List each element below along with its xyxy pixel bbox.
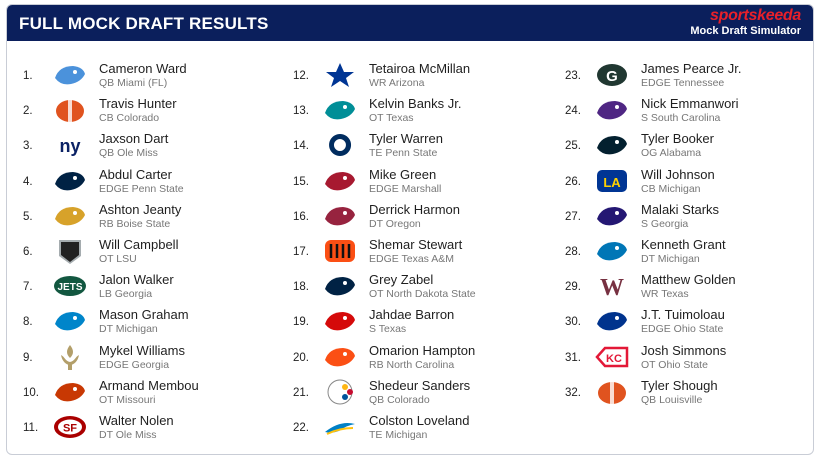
player-name: Shedeur Sanders (369, 377, 471, 393)
pick-number: 13. (293, 105, 309, 118)
pick-row (23, 304, 273, 339)
patriots-logo-icon (51, 166, 89, 196)
pick-number: 10. (23, 386, 39, 399)
pick-row (565, 58, 814, 93)
pick-number: 17. (293, 245, 309, 258)
cardinals-logo-icon (321, 201, 359, 231)
pick-number: 6. (23, 245, 33, 258)
pick-row (293, 128, 543, 163)
pick-row (23, 164, 273, 199)
pick-row (293, 234, 543, 269)
picks-column-3 (565, 58, 814, 410)
pick-number: 24. (565, 105, 581, 118)
giants-logo-icon (51, 130, 89, 160)
pick-row (293, 375, 543, 410)
chargers-logo-icon (321, 412, 359, 442)
draft-results-panel (6, 4, 814, 455)
player-position-school: QB Louisville (641, 393, 703, 406)
broncos-logo-icon (321, 342, 359, 372)
svg-text:SF: SF (62, 422, 78, 435)
player-name: Nick Emmanwori (641, 96, 739, 112)
pick-number: 4. (23, 175, 33, 188)
pick-row (23, 199, 273, 234)
pick-number: 11. (23, 421, 39, 434)
player-position-school: OT Ohio State (641, 358, 708, 371)
bears-logo-icon (51, 377, 89, 407)
pick-row (565, 93, 814, 128)
panthers-logo-icon (51, 306, 89, 336)
pick-row (565, 234, 814, 269)
pick-number: 32. (565, 386, 581, 399)
player-name: Cameron Ward (99, 61, 187, 76)
player-position-school: OT LSU (99, 252, 137, 265)
player-name: Armand Membou (99, 377, 199, 393)
browns-logo-icon (593, 377, 631, 407)
bills-logo-icon (593, 306, 631, 336)
player-name: Mykel Williams (99, 342, 185, 358)
player-position-school: DT Michigan (641, 252, 700, 265)
player-position-school: TE Michigan (369, 428, 428, 441)
player-position-school: EDGE Georgia (99, 358, 170, 371)
player-name: James Pearce Jr. (641, 61, 742, 76)
pick-row (293, 269, 543, 304)
pick-row (565, 304, 814, 339)
player-position-school: QB Ole Miss (99, 147, 158, 160)
pick-row (23, 375, 273, 410)
picks-column-1 (23, 58, 273, 445)
pick-row (23, 410, 273, 445)
player-name: Kelvin Banks Jr. (369, 96, 462, 112)
player-name: Travis Hunter (99, 96, 177, 112)
player-name: Abdul Carter (99, 166, 172, 182)
pick-row (293, 304, 543, 339)
picks-column-2 (293, 58, 543, 445)
player-name: Josh Simmons (641, 342, 727, 358)
player-name: Shemar Stewart (369, 236, 463, 252)
header-bar (7, 5, 813, 41)
player-name: Tyler Shough (641, 377, 718, 393)
player-name: J.T. Tuimoloau (641, 307, 725, 323)
player-position-school: S Georgia (641, 217, 689, 230)
player-position-school: OT Missouri (99, 393, 156, 406)
player-position-school: OT North Dakota State (369, 288, 476, 301)
pick-number: 20. (293, 351, 309, 364)
steelers-logo-icon (321, 377, 359, 407)
pick-row (23, 340, 273, 375)
browns-logo-icon (51, 95, 89, 125)
player-position-school: S Texas (369, 323, 407, 336)
pick-row (293, 199, 543, 234)
player-name: Mason Graham (99, 307, 189, 323)
pick-number: 23. (565, 70, 581, 82)
player-name: Will Johnson (641, 166, 715, 182)
player-name: Tyler Booker (641, 131, 714, 147)
pick-number: 12. (293, 70, 309, 82)
raiders-logo-icon (51, 236, 89, 266)
pick-row (565, 164, 814, 199)
player-name: Omarion Hampton (369, 342, 476, 358)
player-position-school: OG Alabama (641, 147, 702, 160)
packers-logo-icon (593, 60, 631, 90)
player-position-school: CB Michigan (641, 182, 701, 195)
player-name: Jahdae Barron (369, 307, 455, 323)
pick-number: 8. (23, 316, 33, 329)
player-position-school: EDGE Penn State (99, 182, 184, 195)
pick-number: 2. (23, 105, 33, 118)
texans-logo-icon (593, 130, 631, 160)
commanders-logo-icon (593, 271, 631, 301)
svg-text:ny: ny (59, 136, 81, 157)
pick-row (23, 128, 273, 163)
pick-number: 15. (293, 175, 309, 188)
pick-number: 1. (23, 70, 33, 82)
pick-number: 5. (23, 210, 33, 223)
falcons-logo-icon (321, 166, 359, 196)
pick-row (565, 199, 814, 234)
player-name: Walter Nolen (99, 412, 174, 428)
pick-row (293, 340, 543, 375)
player-name: Tetairoa McMillan (369, 61, 471, 76)
brand-logo: sportskeeda (710, 7, 801, 24)
rams-logo-icon (593, 166, 631, 196)
player-name: Mike Green (369, 166, 437, 182)
pick-row (293, 164, 543, 199)
49ers-logo-icon (51, 412, 89, 442)
player-position-school: WR Arizona (369, 77, 425, 89)
pick-number: 14. (293, 140, 309, 153)
pick-number: 27. (565, 210, 581, 223)
player-name: Tyler Warren (369, 131, 443, 147)
player-position-school: OT Texas (369, 112, 414, 125)
player-position-school: RB Boise State (99, 217, 171, 230)
buccaneers-logo-icon (321, 306, 359, 336)
player-position-school: DT Michigan (99, 323, 158, 336)
player-name: Jalon Walker (99, 272, 174, 288)
player-position-school: EDGE Tennessee (641, 77, 725, 89)
pick-row (23, 234, 273, 269)
svg-text:W: W (600, 275, 624, 302)
player-position-school: EDGE Texas A&M (369, 252, 455, 265)
pick-row (565, 269, 814, 304)
svg-text:LA: LA (603, 174, 621, 190)
svg-text:KC: KC (606, 352, 622, 365)
player-name: Matthew Golden (641, 272, 736, 288)
pick-number: 7. (23, 281, 33, 294)
pick-row (565, 128, 814, 163)
player-name: Malaki Starks (641, 201, 720, 217)
pick-number: 25. (565, 140, 581, 153)
player-position-school: LB Georgia (99, 288, 153, 301)
pick-row (293, 410, 543, 445)
pick-number: 3. (23, 140, 33, 153)
player-position-school: CB Colorado (99, 112, 160, 125)
lions-logo-icon (593, 236, 631, 266)
pick-row (23, 93, 273, 128)
player-name: Will Campbell (99, 236, 179, 252)
player-position-school: WR Texas (641, 288, 689, 301)
chiefs-logo-icon (593, 342, 631, 372)
player-position-school: TE Penn State (369, 147, 438, 160)
pick-number: 22. (293, 421, 309, 434)
pick-number: 28. (565, 245, 581, 258)
titans-logo-icon (51, 60, 89, 90)
pick-number: 19. (293, 316, 309, 329)
player-position-school: EDGE Ohio State (641, 323, 724, 336)
player-position-school: S South Carolina (641, 112, 721, 125)
pick-number: 16. (293, 210, 309, 223)
player-name: Kenneth Grant (641, 236, 726, 252)
ravens-logo-icon (593, 201, 631, 231)
bengals-logo-icon (321, 236, 359, 266)
player-name: Ashton Jeanty (99, 201, 182, 217)
vikings-logo-icon (593, 95, 631, 125)
colts-logo-icon (321, 130, 359, 160)
seahawks-logo-icon (321, 271, 359, 301)
pick-number: 31. (565, 351, 581, 364)
player-name: Jaxson Dart (99, 131, 169, 147)
player-name: Derrick Harmon (369, 201, 461, 217)
player-name: Colston Loveland (369, 412, 470, 428)
svg-text:JETS: JETS (57, 282, 83, 294)
pick-row (565, 375, 814, 410)
pick-row (293, 58, 543, 93)
pick-number: 30. (565, 316, 581, 329)
pick-row (23, 269, 273, 304)
jets-logo-icon (51, 271, 89, 301)
page-title: FULL MOCK DRAFT RESULTS (19, 14, 269, 33)
player-position-school: EDGE Marshall (369, 182, 442, 195)
pick-row (293, 93, 543, 128)
pick-number: 21. (293, 386, 309, 399)
pick-number: 29. (565, 281, 581, 294)
brand (690, 7, 801, 38)
pick-row (23, 58, 273, 93)
pick-row (565, 340, 814, 375)
cowboys-logo-icon (321, 60, 359, 90)
jaguars-logo-icon (51, 201, 89, 231)
player-position-school: RB North Carolina (369, 358, 455, 371)
player-position-school: QB Miami (FL) (99, 77, 168, 89)
pick-number: 26. (565, 175, 581, 188)
player-position-school: QB Colorado (369, 393, 430, 406)
saints-logo-icon (51, 342, 89, 372)
brand-subtitle: Mock Draft Simulator (690, 25, 801, 37)
svg-text:G: G (606, 68, 618, 85)
pick-number: 18. (293, 281, 309, 294)
pick-number: 9. (23, 351, 33, 364)
player-position-school: DT Oregon (369, 217, 421, 230)
dolphins-logo-icon (321, 95, 359, 125)
player-position-school: DT Ole Miss (99, 428, 157, 441)
player-name: Grey Zabel (369, 272, 434, 288)
